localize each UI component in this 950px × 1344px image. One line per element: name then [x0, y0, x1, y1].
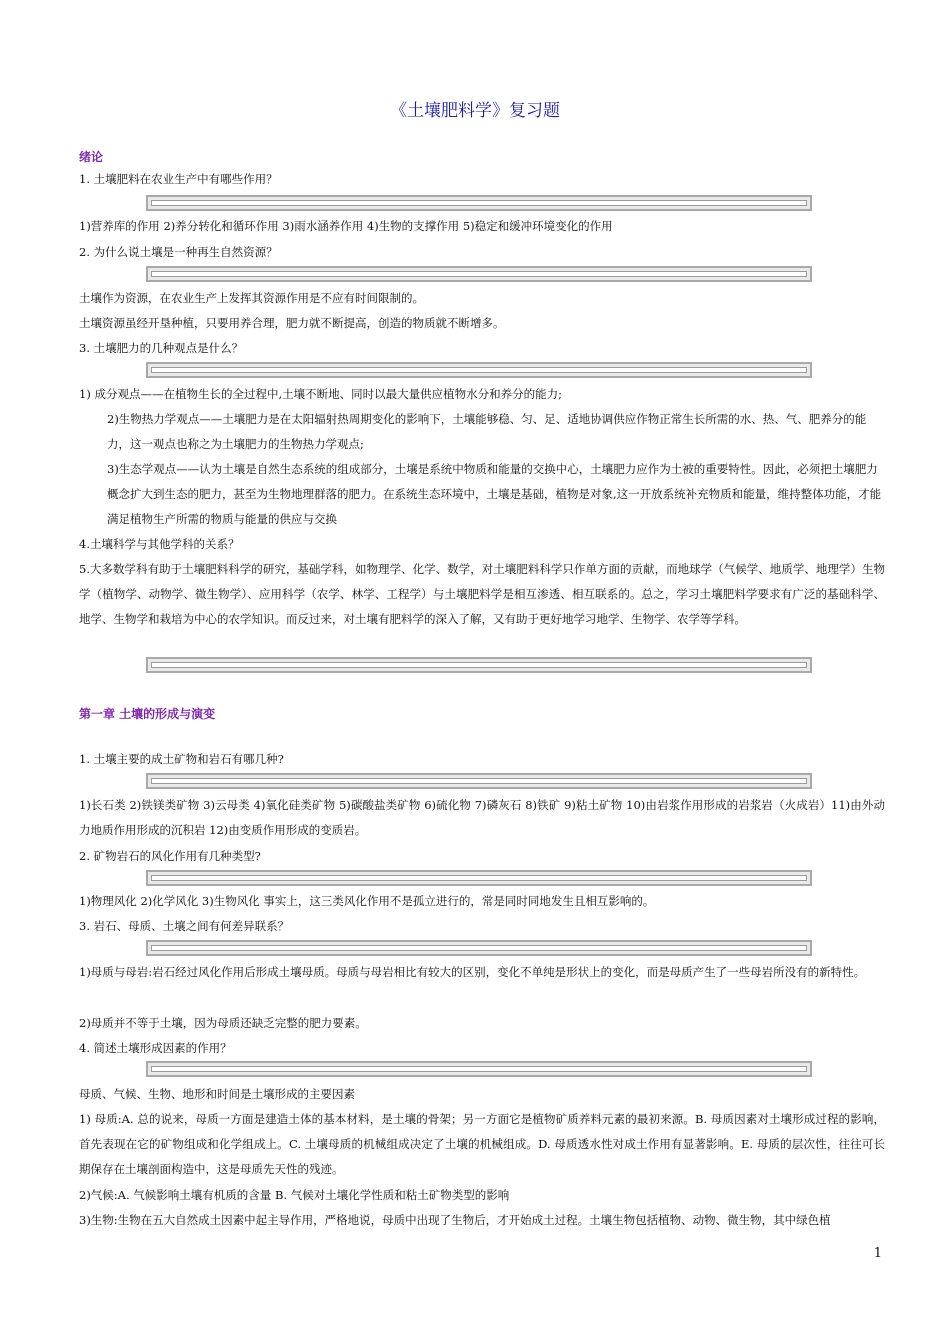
answer-text: 2)母质并不等于土壤，因为母质还缺乏完整的肥力要素。 — [79, 1016, 367, 1030]
answer-box — [146, 266, 812, 282]
answer-text: 土壤资源虽经开垦种植，只要用养合理，肥力就不断提高，创造的物质就不断增多。 — [79, 316, 505, 330]
answer-text: 5.大多数学科有助于土壤肥料科学的研究，基础学科，如物理学、化学、数学，对土壤肥料科学只作单方面的贡献，而地球学（气候学、地质学、地理学）生物学（植物学、动物学、微生物学）、应用科学（农学、林学、工程学）与土壤肥料学是相互渗透、相互联系的。总之，学习土壤肥料学要求有广泛的基础科学、地学、生物学和栽培为中心的农学知识。而反过来，对土壤有肥料学的深入了解，又有助于更好地学习地学、生物学、农学等学科。 — [79, 562, 885, 626]
answer-box — [146, 870, 812, 886]
answer-box — [146, 657, 812, 673]
question-3: 3. 土壤肥力的几种观点是什么？ — [79, 341, 244, 355]
answer-text: 2)气候:A. 气候影响土壤有机质的含量 B. 气候对土壤化学性质和粘土矿物类型的影响 — [79, 1188, 510, 1202]
answer-text: 1)长石类 2)铁镁类矿物 3)云母类 4)氧化硅类矿物 5)碳酸盐类矿物 6)硫化物 7)磷灰石 8)铁矿 9)粘土矿物 10)由岩浆作用形成的岩浆岩（火成岩）11)由外动力地质作用形成的沉积岩 12)由变质作用形成的变质岩。 — [79, 798, 885, 837]
answer-box — [146, 362, 812, 378]
question-4: 4. 简述土壤形成因素的作用？ — [79, 1041, 232, 1055]
answer-text: 土壤作为资源，在农业生产上发挥其资源作用是不应有时间限制的。 — [79, 291, 424, 305]
answer-box — [146, 1061, 812, 1077]
question-1: 1. 土壤肥料在农业生产中有哪些作用？ — [79, 172, 278, 186]
question-3: 3. 岩石、母质、土壤之间有何差异联系？ — [79, 919, 290, 933]
question-4: 4.土壤科学与其他学科的关系？ — [79, 537, 240, 551]
page-number: 1 — [873, 1246, 882, 1261]
answer-box — [146, 195, 812, 211]
answer-text: 1)营养库的作用 2)养分转化和循环作用 3)雨水涵养作用 4)生物的支撑作用 5)稳定和缓冲环境变化的作用 — [79, 219, 613, 233]
answer-box — [146, 940, 812, 956]
answer-box — [146, 773, 812, 789]
answer-text: 1)物理风化 2)化学风化 3)生物风化 事实上，这三类风化作用不是孤立进行的，常是同时同地发生且相互影响的。 — [79, 894, 655, 908]
answer-text: 1) 母质:A. 总的说来，母质一方面是建造土体的基本材料，是土壤的骨架；另一方面它是植物矿质养料元素的最初来源。B. 母质因素对土壤形成过程的影响，首先表现在它的矿物组成和化学组成上。C. 土壤母质的机械组成决定了土壤的机械组成。D. 母质透水性对成土作用有显著影响。E. 母质的层次性，往往可长期保存在土壤剖面构造中，这是母质先天性的残迹。 — [79, 1112, 885, 1176]
question-2: 2. 矿物岩石的风化作用有几种类型? — [79, 849, 261, 863]
question-2: 2. 为什么说土壤是一种再生自然资源？ — [79, 245, 278, 259]
section-heading-chapter-1: 第一章 土壤的形成与演变 — [79, 707, 216, 721]
answer-text: 母质、气候、生物、地形和时间是土壤形成的主要因素 — [79, 1087, 355, 1101]
answer-text: 3)生态学观点——认为土壤是自然生态系统的组成部分，土壤是系统中物质和能量的交换中心，土壤肥力应作为土被的重要特性。因此，必须把土壤肥力概念扩大到生态的肥力，甚至为生物地理群落的肥力。在系统生态环境中，土壤是基础，植物是对象,这一开放系统补充物质和能量，维持整体功能，才能满足植物生产所需的物质与能量的供应与交换 — [107, 462, 882, 526]
answer-text: 3)生物:生物在五大自然成土因素中起主导作用，严格地说，母质中出现了生物后，才开始成土过程。土壤生物包括植物、动物、微生物，其中绿色植 — [79, 1213, 831, 1227]
answer-text: 2)生物热力学观点——土壤肥力是在太阳辐射热周期变化的影响下，土壤能够稳、匀、足、适地协调供应作物正常生长所需的水、热、气、肥养分的能力，这一观点也称之为土壤肥力的生物热力学观点; — [107, 412, 867, 451]
section-heading-intro: 绪论 — [79, 150, 104, 164]
answer-text: 1) 成分观点——在植物生长的全过程中,土壤不断地、同时以最大量供应植物水分和养分的能力; — [79, 387, 562, 401]
question-1: 1. 土壤主要的成土矿物和岩石有哪几种? — [79, 752, 284, 766]
page-title: 《土壤肥料学》复习题 — [390, 101, 560, 121]
answer-text: 1)母质与母岩:岩石经过风化作用后形成土壤母质。母质与母岩相比有较大的区别，变化不单纯是形状上的变化，而是母质产生了一些母岩所没有的新特性。 — [79, 965, 866, 979]
